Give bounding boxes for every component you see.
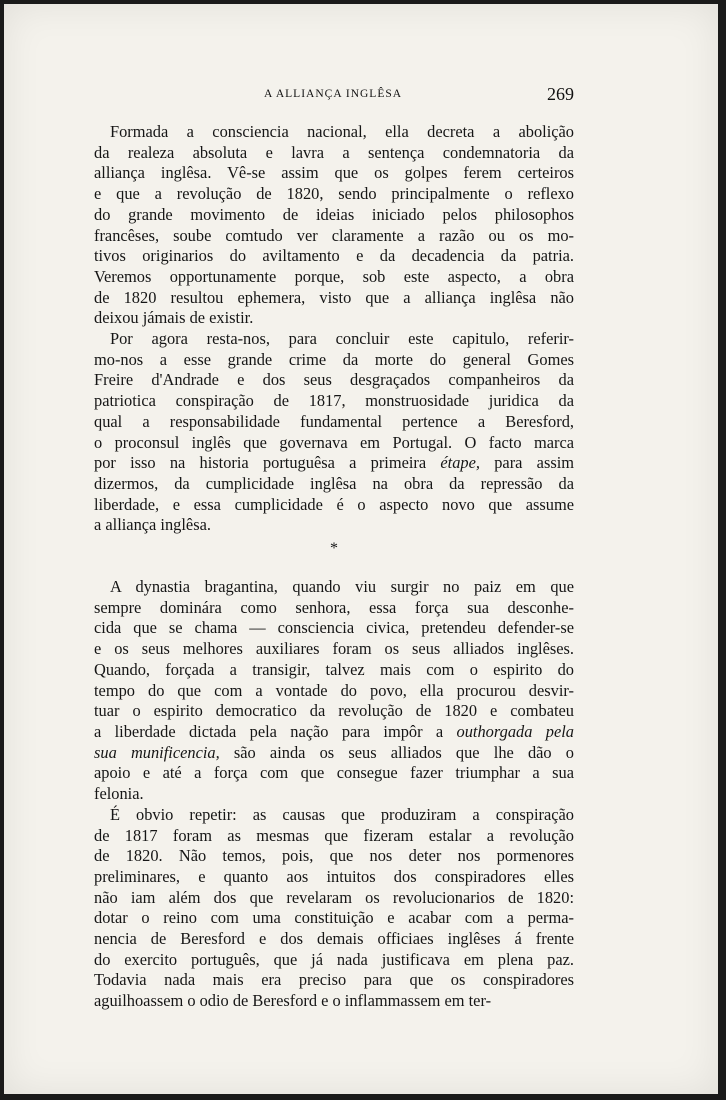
text-line: não iam além dos que revelaram os revolucionarios de 1820: — [94, 887, 574, 907]
text-line: deixou jámais de existir. — [94, 308, 254, 328]
text-line: do exercito português, que já nada justificava em plena paz. — [94, 949, 574, 969]
text-line: a liberdade dictada pela nação para impôr a outhorgada pela — [94, 721, 574, 741]
body-text — [94, 122, 574, 1012]
paragraph-4 — [94, 805, 574, 1012]
text-line: mo-nos a esse grande crime da morte do general Gomes — [94, 349, 574, 369]
text-line: tuar o espirito democratico da revolução de 1820 e combateu — [94, 701, 574, 721]
text-line: de 1820. Não temos, pois, que nos deter nos pormenores — [94, 846, 574, 866]
text-line: o proconsul inglês que governava em Portugal. O facto marca — [94, 432, 574, 452]
book-page — [4, 4, 718, 1094]
text-line: nencia de Beresford e dos demais officiaes inglêses á frente — [94, 929, 574, 949]
section-separator: * — [330, 540, 338, 558]
text-line: Veremos opportunamente porque, sob este aspecto, a obra — [94, 266, 574, 286]
text-line: a alliança inglêsa. — [94, 515, 211, 535]
paragraph-2 — [94, 329, 574, 536]
text-line: qual a responsabilidade fundamental pertence a Beresford, — [94, 411, 574, 431]
paragraph-1 — [94, 122, 574, 329]
text-line: felonia. — [94, 784, 144, 804]
text-line: liberdade, e essa cumplicidade é o aspecto novo que assume — [94, 494, 574, 514]
text-line: tempo do que com a vontade do povo, ella procurou desvir- — [94, 680, 574, 700]
text-line: francêses, soube comtudo ver claramente a razão ou os mo- — [94, 225, 574, 245]
text-line: preliminares, e quanto aos intuitos dos conspiradores elles — [94, 866, 574, 886]
text-line: É obvio repetir: as causas que produziram a conspiração — [110, 804, 574, 824]
text-line: e os seus melhores auxiliares foram os seus alliados inglêses. — [94, 639, 574, 659]
text-line: sempre dominára como senhora, essa força sua desconhe- — [94, 597, 574, 617]
text-line: por isso na historia portuguêsa a primeira étape, para assim — [94, 453, 575, 473]
text-line: de 1817 foram as mesmas que fizeram estalar a revolução — [94, 825, 574, 845]
page-header — [92, 84, 574, 106]
running-title: A ALLIANÇA INGLÊSA — [263, 88, 403, 100]
paragraph-3 — [94, 577, 574, 805]
text-line: Todavia nada mais era preciso para que os conspiradores — [94, 970, 574, 990]
text-line: Formada a consciencia nacional, ella decreta a abolição — [110, 122, 574, 141]
page-number: 269 — [547, 84, 574, 104]
text-line: Freire d'Andrade e dos seus desgraçados companheiros da — [94, 370, 574, 390]
text-line: alliança inglêsa. Vê-se assim que os golpes ferem certeiros — [94, 163, 574, 183]
text-line: sua munificencia, são ainda os seus alliados que lhe dão o — [94, 742, 575, 762]
text-line: aguilhoassem o odio de Beresford e o inflammassem em ter- — [94, 991, 492, 1011]
text-line: Quando, forçada a transigir, talvez mais com o espirito do — [94, 659, 574, 679]
text-line: dotar o reino com uma constituição e acabar com a perma- — [94, 908, 574, 928]
text-line: patriotica conspiração de 1817, monstruosidade juridica da — [94, 391, 574, 411]
text-line: da realeza absoluta e lavra a sentença condemnatoria da — [94, 142, 574, 162]
text-line: e que a revolução de 1820, sendo principalmente o reflexo — [94, 184, 574, 204]
text-line: tivos originarios do aviltamento e da decadencia da patria. — [94, 246, 574, 266]
text-line: dizermos, da cumplicidade inglêsa na obra da repressão da — [94, 473, 574, 493]
text-line: cida que se chama — consciencia civica, pretendeu defender-se — [94, 618, 574, 638]
text-line: Por agora resta-nos, para concluir este capitulo, referir- — [110, 329, 574, 349]
text-line: do grande movimento de ideias iniciado pelos philosophos — [94, 204, 574, 224]
text-line: apoio e até a força com que consegue fazer triumphar a sua — [94, 763, 574, 783]
text-line: A dynastia bragantina, quando viu surgir no paiz em que — [110, 577, 574, 597]
text-line: de 1820 resultou ephemera, visto que a alliança inglêsa não — [94, 287, 574, 307]
